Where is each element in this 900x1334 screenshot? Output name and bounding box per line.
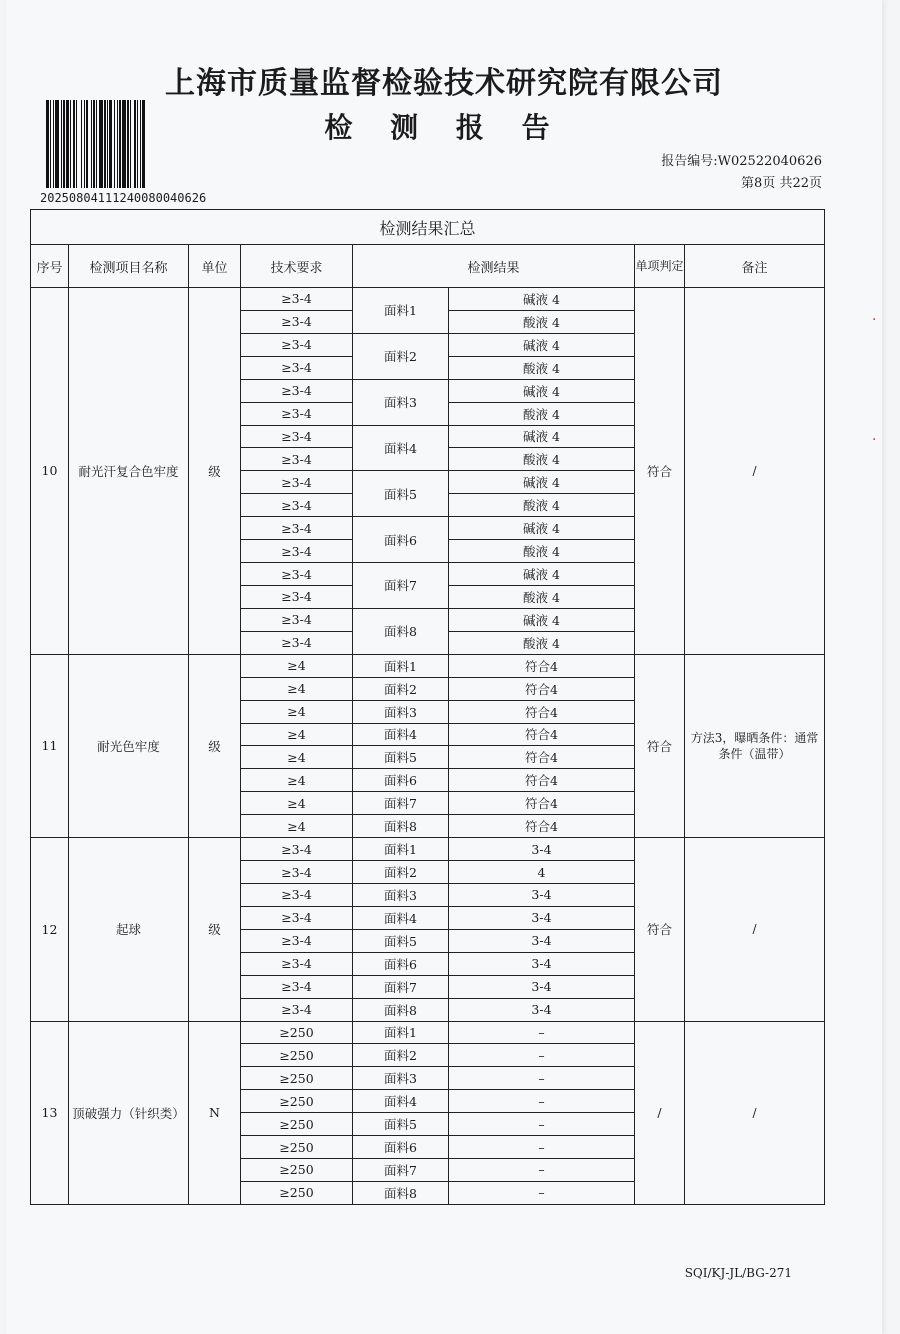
barcode bbox=[46, 100, 218, 188]
result-cell: – bbox=[449, 1021, 635, 1044]
requirement-cell: ≥250 bbox=[241, 1181, 353, 1204]
results-summary-table bbox=[30, 209, 825, 1205]
fabric-cell: 面料6 bbox=[353, 952, 449, 975]
requirement-cell: ≥3-4 bbox=[241, 471, 353, 494]
table-title: 检测结果汇总 bbox=[31, 210, 825, 245]
judgement-cell: / bbox=[635, 1021, 685, 1205]
report-number: 报告编号:W02522040626 bbox=[661, 154, 822, 169]
fabric-cell: 面料2 bbox=[353, 333, 449, 379]
unit-cell: N bbox=[189, 1021, 241, 1205]
requirement-cell: ≥3-4 bbox=[241, 906, 353, 929]
result-cell: 符合4 bbox=[449, 677, 635, 700]
fabric-cell: 面料4 bbox=[353, 1090, 449, 1113]
fabric-cell: 面料1 bbox=[353, 1021, 449, 1044]
fabric-cell: 面料3 bbox=[353, 379, 449, 425]
result-cell: 酸液 4 bbox=[449, 448, 635, 471]
requirement-cell: ≥3-4 bbox=[241, 608, 353, 631]
table-row bbox=[31, 288, 825, 311]
result-cell: 酸液 4 bbox=[449, 540, 635, 563]
seq-cell: 11 bbox=[31, 654, 69, 837]
unit-cell: 级 bbox=[189, 838, 241, 1021]
result-cell: 碱液 4 bbox=[449, 471, 635, 494]
table-row bbox=[31, 838, 825, 861]
requirement-cell: ≥4 bbox=[241, 700, 353, 723]
result-cell: – bbox=[449, 1067, 635, 1090]
result-cell: – bbox=[449, 1113, 635, 1136]
item-name-cell: 耐光汗复合色牢度 bbox=[69, 288, 189, 655]
fabric-cell: 面料2 bbox=[353, 1044, 449, 1067]
item-name-cell: 起球 bbox=[69, 838, 189, 1021]
requirement-cell: ≥3-4 bbox=[241, 494, 353, 517]
barcode-number: 20250804111240080040626 bbox=[40, 191, 207, 205]
requirement-cell: ≥250 bbox=[241, 1021, 353, 1044]
judgement-cell: 符合 bbox=[635, 288, 685, 655]
fabric-cell: 面料7 bbox=[353, 563, 449, 609]
institute-name: 上海市质量监督检验技术研究院有限公司 bbox=[165, 66, 723, 101]
result-cell: 酸液 4 bbox=[449, 494, 635, 517]
requirement-cell: ≥250 bbox=[241, 1113, 353, 1136]
requirement-cell: ≥3-4 bbox=[241, 402, 353, 425]
fabric-cell: 面料7 bbox=[353, 975, 449, 998]
result-cell: 3-4 bbox=[449, 883, 635, 906]
result-cell: 碱液 4 bbox=[449, 563, 635, 586]
item-name-cell: 顶破强力（针织类） bbox=[69, 1021, 189, 1205]
col-header-item: 检测项目名称 bbox=[69, 245, 189, 288]
result-cell: 碱液 4 bbox=[449, 517, 635, 540]
judgement-cell: 符合 bbox=[635, 654, 685, 837]
requirement-cell: ≥3-4 bbox=[241, 838, 353, 861]
result-cell: 碱液 4 bbox=[449, 379, 635, 402]
result-cell: 酸液 4 bbox=[449, 402, 635, 425]
result-cell: 符合4 bbox=[449, 792, 635, 815]
requirement-cell: ≥3-4 bbox=[241, 929, 353, 952]
fabric-cell: 面料7 bbox=[353, 1159, 449, 1182]
judgement-cell: 符合 bbox=[635, 838, 685, 1021]
result-cell: 符合4 bbox=[449, 723, 635, 746]
requirement-cell: ≥3-4 bbox=[241, 288, 353, 311]
barcode-bar bbox=[145, 100, 147, 188]
fabric-cell: 面料8 bbox=[353, 1181, 449, 1204]
result-cell: 3-4 bbox=[449, 952, 635, 975]
result-cell: 3-4 bbox=[449, 906, 635, 929]
requirement-cell: ≥3-4 bbox=[241, 998, 353, 1021]
requirement-cell: ≥3-4 bbox=[241, 379, 353, 402]
fabric-cell: 面料6 bbox=[353, 1136, 449, 1159]
fabric-cell: 面料5 bbox=[353, 1113, 449, 1136]
table-row bbox=[31, 1021, 825, 1044]
requirement-cell: ≥3-4 bbox=[241, 563, 353, 586]
fabric-cell: 面料1 bbox=[353, 654, 449, 677]
remark-cell: 方法3，曝晒条件：通常条件（温带） bbox=[685, 654, 825, 837]
col-header-result: 检测结果 bbox=[353, 245, 635, 288]
item-name-cell: 耐光色牢度 bbox=[69, 654, 189, 837]
col-header-unit: 单位 bbox=[189, 245, 241, 288]
requirement-cell: ≥3-4 bbox=[241, 356, 353, 379]
requirement-cell: ≥3-4 bbox=[241, 310, 353, 333]
table-row bbox=[31, 654, 825, 677]
margin-ink-mark: · bbox=[872, 312, 877, 328]
fabric-cell: 面料1 bbox=[353, 288, 449, 334]
requirement-cell: ≥3-4 bbox=[241, 861, 353, 884]
result-cell: 酸液 4 bbox=[449, 631, 635, 654]
seq-cell: 13 bbox=[31, 1021, 69, 1205]
result-cell: 3-4 bbox=[449, 998, 635, 1021]
fabric-cell: 面料2 bbox=[353, 861, 449, 884]
col-header-seq: 序号 bbox=[31, 245, 69, 288]
result-cell: – bbox=[449, 1044, 635, 1067]
fabric-cell: 面料5 bbox=[353, 746, 449, 769]
requirement-cell: ≥250 bbox=[241, 1090, 353, 1113]
form-code: SQI/KJ-JL/BG-271 bbox=[684, 1266, 792, 1280]
page-number: 第8页 共22页 bbox=[741, 176, 822, 191]
fabric-cell: 面料8 bbox=[353, 815, 449, 838]
fabric-cell: 面料3 bbox=[353, 700, 449, 723]
requirement-cell: ≥4 bbox=[241, 815, 353, 838]
requirement-cell: ≥3-4 bbox=[241, 517, 353, 540]
unit-cell: 级 bbox=[189, 654, 241, 837]
requirement-cell: ≥3-4 bbox=[241, 952, 353, 975]
remark-cell: / bbox=[685, 1021, 825, 1205]
requirement-cell: ≥250 bbox=[241, 1136, 353, 1159]
fabric-cell: 面料6 bbox=[353, 769, 449, 792]
unit-cell: 级 bbox=[189, 288, 241, 655]
fabric-cell: 面料5 bbox=[353, 929, 449, 952]
result-cell: 符合4 bbox=[449, 746, 635, 769]
document-title: 检 测 报 告 bbox=[324, 111, 564, 144]
result-cell: – bbox=[449, 1159, 635, 1182]
fabric-cell: 面料3 bbox=[353, 883, 449, 906]
requirement-cell: ≥4 bbox=[241, 654, 353, 677]
result-cell: 酸液 4 bbox=[449, 310, 635, 333]
requirement-cell: ≥3-4 bbox=[241, 631, 353, 654]
fabric-cell: 面料4 bbox=[353, 425, 449, 471]
report-page bbox=[6, 0, 882, 1334]
result-cell: 符合4 bbox=[449, 769, 635, 792]
requirement-cell: ≥3-4 bbox=[241, 975, 353, 998]
result-cell: 酸液 4 bbox=[449, 585, 635, 608]
requirement-cell: ≥3-4 bbox=[241, 585, 353, 608]
requirement-cell: ≥3-4 bbox=[241, 883, 353, 906]
requirement-cell: ≥4 bbox=[241, 746, 353, 769]
result-cell: 4 bbox=[449, 861, 635, 884]
requirement-cell: ≥4 bbox=[241, 677, 353, 700]
result-cell: 3-4 bbox=[449, 975, 635, 998]
requirement-cell: ≥250 bbox=[241, 1044, 353, 1067]
result-cell: – bbox=[449, 1090, 635, 1113]
col-header-remark: 备注 bbox=[685, 245, 825, 288]
fabric-cell: 面料1 bbox=[353, 838, 449, 861]
fabric-cell: 面料5 bbox=[353, 471, 449, 517]
fabric-cell: 面料6 bbox=[353, 517, 449, 563]
result-cell: 符合4 bbox=[449, 700, 635, 723]
seq-cell: 12 bbox=[31, 838, 69, 1021]
result-cell: – bbox=[449, 1181, 635, 1204]
fabric-cell: 面料8 bbox=[353, 608, 449, 654]
result-cell: 符合4 bbox=[449, 815, 635, 838]
fabric-cell: 面料7 bbox=[353, 792, 449, 815]
fabric-cell: 面料3 bbox=[353, 1067, 449, 1090]
fabric-cell: 面料2 bbox=[353, 677, 449, 700]
fabric-cell: 面料4 bbox=[353, 723, 449, 746]
fabric-cell: 面料8 bbox=[353, 998, 449, 1021]
result-cell: 3-4 bbox=[449, 838, 635, 861]
result-cell: 符合4 bbox=[449, 654, 635, 677]
result-cell: 碱液 4 bbox=[449, 333, 635, 356]
result-cell: – bbox=[449, 1136, 635, 1159]
result-cell: 碱液 4 bbox=[449, 288, 635, 311]
requirement-cell: ≥250 bbox=[241, 1159, 353, 1182]
result-cell: 碱液 4 bbox=[449, 425, 635, 448]
result-cell: 碱液 4 bbox=[449, 608, 635, 631]
remark-cell: / bbox=[685, 288, 825, 655]
requirement-cell: ≥4 bbox=[241, 769, 353, 792]
result-cell: 3-4 bbox=[449, 929, 635, 952]
requirement-cell: ≥3-4 bbox=[241, 540, 353, 563]
requirement-cell: ≥3-4 bbox=[241, 333, 353, 356]
requirement-cell: ≥3-4 bbox=[241, 425, 353, 448]
col-header-requirement: 技术要求 bbox=[241, 245, 353, 288]
requirement-cell: ≥3-4 bbox=[241, 448, 353, 471]
fabric-cell: 面料4 bbox=[353, 906, 449, 929]
margin-ink-mark: · bbox=[872, 432, 877, 448]
requirement-cell: ≥250 bbox=[241, 1067, 353, 1090]
seq-cell: 10 bbox=[31, 288, 69, 655]
result-cell: 酸液 4 bbox=[449, 356, 635, 379]
col-header-judgement: 单项判定 bbox=[635, 245, 685, 288]
remark-cell: / bbox=[685, 838, 825, 1021]
requirement-cell: ≥4 bbox=[241, 792, 353, 815]
requirement-cell: ≥4 bbox=[241, 723, 353, 746]
